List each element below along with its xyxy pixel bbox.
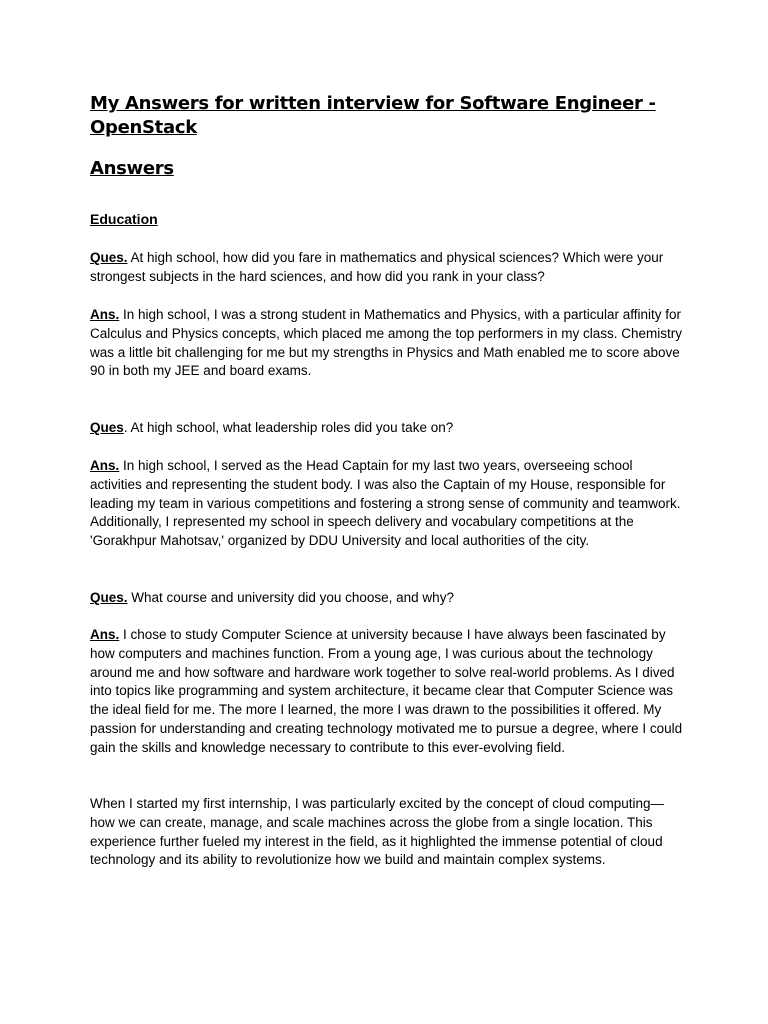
document-title: My Answers for written interview for Software Engineer - OpenStack [90, 93, 656, 138]
answer-label: Ans. [90, 307, 120, 322]
subsection-heading: Education [90, 211, 158, 227]
question-label: Ques. [90, 250, 128, 265]
question-text: What course and university did you choose, and why? [127, 590, 454, 605]
answer-label: Ans. [90, 458, 120, 473]
section-heading: Answers [90, 158, 174, 179]
question-label: Ques [90, 420, 124, 435]
answer-1 [90, 306, 686, 381]
answer-text: I chose to study Computer Science at university because I have always been fascinated by how computers and machines function. From a young age, I was curious about the technology around me and how software and hardware work together to solve real-world problems. As I dived into topics like programming and system architecture, it became clear that Computer Science was the ideal field for me. The more I learned, the more I was drawn to the possibilities it offered. My passion for understanding and creating technology motivated me to pursue a degree, where I could gain the skills and knowledge necessary to contribute to this ever-evolving field. [90, 627, 683, 755]
question-2 [90, 419, 686, 438]
question-text: At high school, how did you fare in mathematics and physical sciences? Which were your strongest subjects in the hard sciences, and how did you rank in your class? [90, 250, 664, 284]
question-1 [90, 249, 686, 287]
answer-2 [90, 457, 686, 551]
question-label: Ques. [90, 590, 128, 605]
answer-text: In high school, I served as the Head Captain for my last two years, overseeing school activities and representing the student body. I was also the Captain of my House, responsible for leading my team in various competitions and fostering a strong sense of community and teamwork. Additionally, I represented my school in speech delivery and vocabulary competitions at the 'Gorakhpur Mahotsav,' organized by DDU University and local authorities of the city. [90, 458, 681, 549]
answer-text: In high school, I was a strong student in Mathematics and Physics, with a particular affinity for Calculus and Physics concepts, which placed me among the top performers in my class. Chemistry was a little bit challenging for me but my strengths in Physics and Math enabled me to score above 90 in both my JEE and board exams. [90, 307, 682, 379]
question-3 [90, 589, 686, 608]
answer-3-continued: When I started my first internship, I was particularly excited by the concept of cloud computing—how we can create, manage, and scale machines across the globe from a single location. This experience further fueled my interest in the field, as it highlighted the immense potential of cloud technology and its ability to revolutionize how we build and maintain complex systems. [90, 796, 665, 868]
answer-label: Ans. [90, 627, 120, 642]
question-text: . At high school, what leadership roles did you take on? [123, 420, 454, 435]
answer-3 [90, 626, 686, 758]
